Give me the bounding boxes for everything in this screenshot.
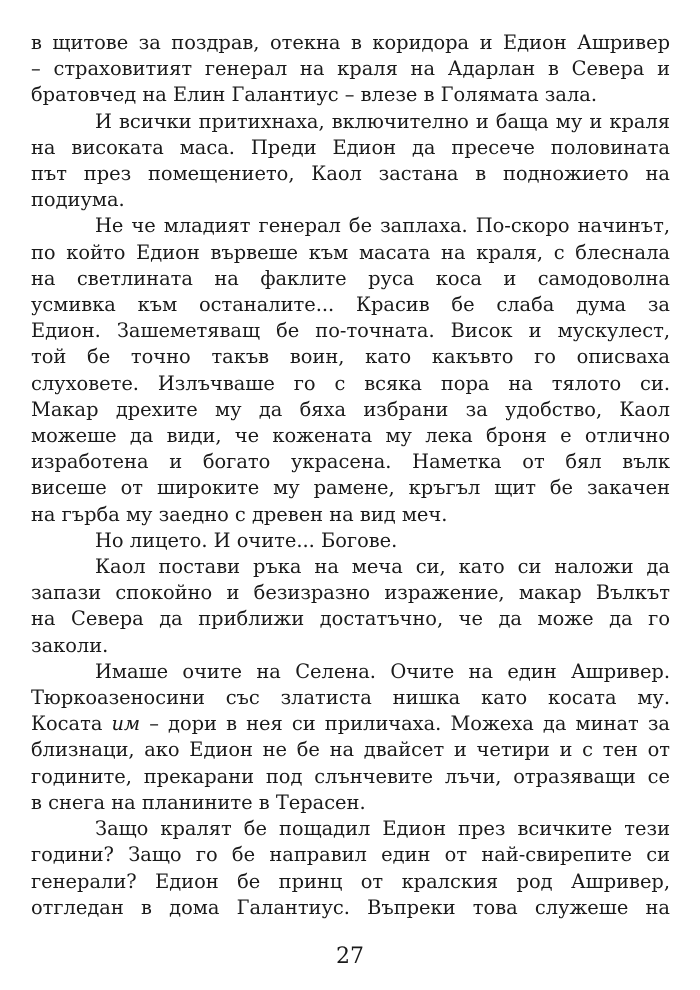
text-line: Каол постави ръка на меча си, като си наложи да xyxy=(95,555,670,579)
paragraph xyxy=(31,213,670,527)
text-line: годините, прекарани под слънчевите лъчи, отразяващи се xyxy=(31,764,670,788)
text-line: изработена и богато украсена. Наметка от бял вълк xyxy=(31,450,670,474)
text-line: Тюркоазеносини със златиста нишка като косата му. xyxy=(31,686,670,710)
text-line: подиума. xyxy=(31,188,125,212)
text-line: Имаше очите на Селена. Очите на един Ашривер. xyxy=(95,659,670,683)
text-line: висеше от широките му рамене, кръгъл щит бе закачен xyxy=(31,476,670,500)
text-line: Но лицето. И очите... Богове. xyxy=(95,528,398,552)
text-line: на Севера да приближи достатъчно, че да може да го xyxy=(31,607,670,631)
paragraph xyxy=(31,109,670,214)
text-line: години? Защо го бе направил един от най-свирепите си xyxy=(31,843,670,867)
text-line: запази спокойно и безизразно изражение, макар Вълкът xyxy=(31,581,670,605)
text-line: усмивка към останалите... Красив бе слаба дума за xyxy=(31,293,670,317)
text-line: близнаци, ако Едион не бе на двайсет и четири и с тен от xyxy=(31,738,670,762)
text-line: Косата им – дори в нея си приличаха. Можеха да минат за xyxy=(31,712,670,736)
text-line: генерали? Едион бе принц от кралския род Ашривер, xyxy=(31,869,670,893)
paragraph xyxy=(31,528,670,554)
text-line: Не че младият генерал бе заплаха. По-скоро начинът, xyxy=(95,214,670,238)
text-line: на високата маса. Преди Едион да пресече половината xyxy=(31,135,670,159)
text-line: слуховете. Излъчваше го с всяка пора на тялото си. xyxy=(31,371,670,395)
text-body xyxy=(31,30,670,921)
text-line: в щитове за поздрав, отекна в коридора и Едион Ашривер xyxy=(31,31,670,54)
paragraph xyxy=(31,816,670,921)
text-line: братовчед на Елин Галантиус – влезе в Голямата зала. xyxy=(31,83,597,107)
text-line: можеше да види, че кожената му лека броня е отлично xyxy=(31,424,670,448)
text-line: по който Едион вървеше към масата на краля, с блеснала xyxy=(31,240,670,264)
text-line: – страховитият генерал на краля на Адарлан в Севера и xyxy=(31,57,670,81)
text-line: в снега на планините в Терасен. xyxy=(31,790,366,814)
text-line: Едион. Зашеметяващ бе по-точната. Висок и мускулест, xyxy=(31,319,670,343)
text-line: Защо кралят бе пощадил Едион през всичките тези xyxy=(95,817,670,841)
text-line: Макар дрехите му да бяха избрани за удобство, Каол xyxy=(31,397,670,421)
text-line: път през помещението, Каол застана в подножието на xyxy=(31,162,670,186)
paragraph xyxy=(31,659,670,816)
page-number: 27 xyxy=(336,944,364,969)
text-line: заколи. xyxy=(31,633,109,657)
paragraph xyxy=(31,30,670,109)
text-line: И всички притихнаха, включително и баща му и краля xyxy=(95,109,670,133)
text-line: отгледан в дома Галантиус. Въпреки това служеше на xyxy=(31,895,670,919)
paragraph xyxy=(31,554,670,659)
text-line: на гърба му заедно с древен на вид меч. xyxy=(31,502,448,526)
text-line: на светлината на факлите руса коса и самодоволна xyxy=(31,266,670,290)
text-line: той бе точно такъв воин, като какъвто го описваха xyxy=(31,345,670,369)
